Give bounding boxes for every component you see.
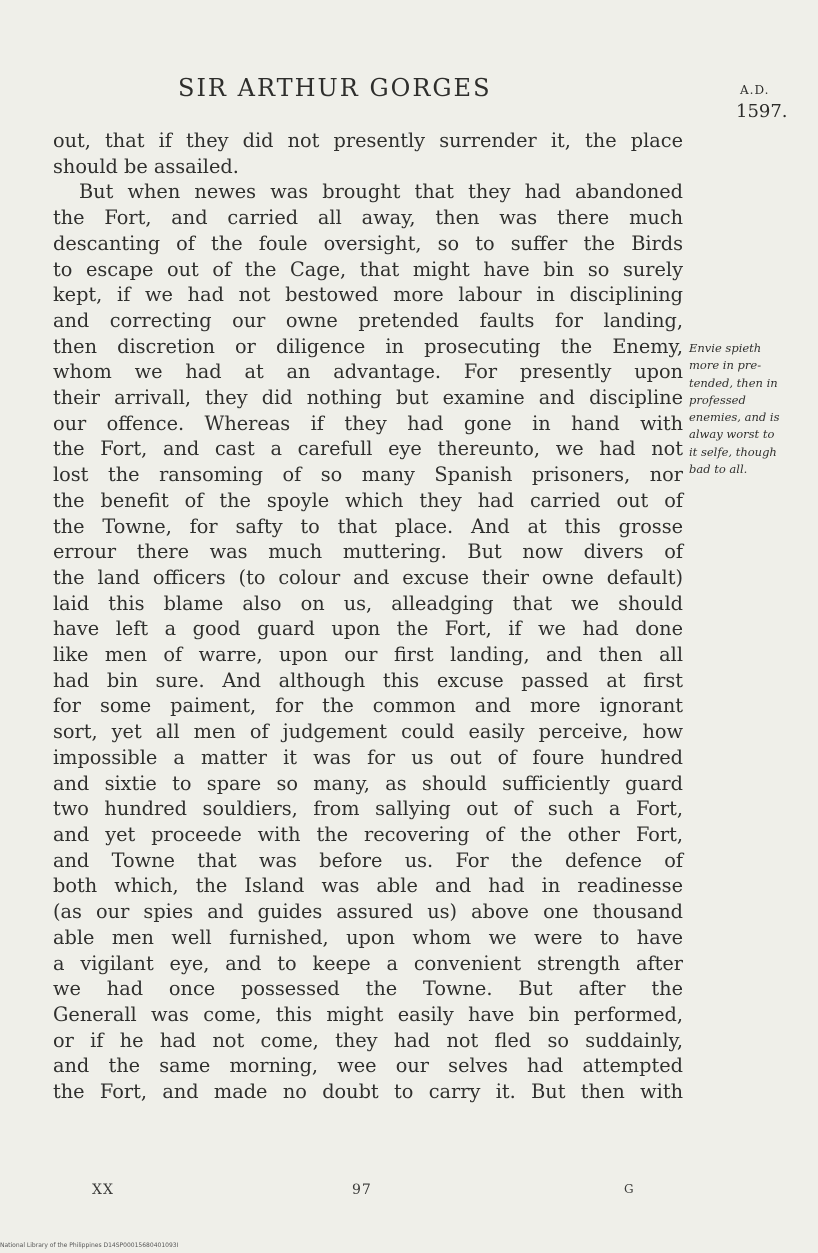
text-line: have left a good guard upon the Fort, if we had done <box>53 617 683 641</box>
text-line: the Fort, and made no doubt to carry it. But then with <box>53 1080 683 1104</box>
text-line: and the same morning, wee our selves had attempted <box>53 1054 683 1078</box>
text-line: impossible a matter it was for us out of foure hundred <box>53 745 683 769</box>
text-line: the benefit of the spoyle which they had carried out of <box>53 488 683 512</box>
text-line: errour there was much muttering. But now divers of <box>53 540 683 564</box>
date-marginalia <box>736 83 788 122</box>
body-text <box>53 128 683 1105</box>
text-line: Generall was come, this might easily have bin performed, <box>53 1002 683 1026</box>
text-line: like men of warre, upon our first landing, and then all <box>53 643 683 667</box>
text-line: both which, the Island was able and had in readinesse <box>53 874 683 898</box>
text-line: laid this blame also on us, alleadging that we should <box>53 591 683 615</box>
text-line: and sixtie to spare so many, as should sufficiently guard <box>53 771 683 795</box>
text-line: the Towne, for safty to that place. And at this grosse <box>53 514 683 538</box>
text-line: for some paiment, for the common and more ignorant <box>53 694 683 718</box>
side-note-line: bad to all. <box>689 462 748 477</box>
year-label: 1597. <box>736 101 788 122</box>
text-line: (as our spies and guides assured us) above one thousand <box>53 900 683 924</box>
text-line: we had once possessed the Towne. But after the <box>53 977 683 1001</box>
gathering-mark: G <box>624 1182 635 1196</box>
text-line: to escape out of the Cage, that might have bin so surely <box>53 257 683 281</box>
text-line: should be assailed. <box>53 154 239 178</box>
side-note-line: it selfe, though <box>689 444 777 459</box>
text-line: and yet proceede with the recovering of the other Fort, <box>53 822 683 846</box>
text-line: the Fort, and carried all away, then was there much <box>53 206 683 230</box>
text-line: lost the ransoming of so many Spanish prisoners, nor <box>53 463 683 487</box>
text-line: the Fort, and cast a carefull eye thereunto, we had not <box>53 437 683 461</box>
side-note-line: more in pre- <box>689 358 762 373</box>
scan-credit: National Library of the Philippines D14SP00015680401093I <box>0 1242 179 1249</box>
side-note-line: enemies, and is <box>689 410 780 425</box>
text-line: descanting of the foule oversight, so to suffer the Birds <box>53 231 683 255</box>
text-line: But when newes was brought that they had abandoned <box>79 180 683 204</box>
side-note-line: alway worst to <box>689 427 775 442</box>
running-title: SIR ARTHUR GORGES <box>178 74 492 102</box>
text-line: the land officers (to colour and excuse their owne default) <box>53 565 683 589</box>
text-line: kept, if we had not bestowed more labour in disciplining <box>53 283 683 307</box>
side-note <box>689 340 814 478</box>
text-line: then discretion or diligence in prosecuting the Enemy, <box>53 334 683 358</box>
side-note-line: Envie spieth <box>689 341 762 355</box>
era-label: A.D. <box>740 83 770 97</box>
text-line: our offence. Whereas if they had gone in hand with <box>53 411 683 435</box>
text-line: whom we had at an advantage. For presently upon <box>53 360 683 384</box>
side-note-line: tended, then in <box>689 375 778 390</box>
text-line: sort, yet all men of judgement could easily perceive, how <box>53 720 683 744</box>
text-line: able men well furnished, upon whom we were to have <box>53 925 683 949</box>
text-line: and Towne that was before us. For the defence of <box>53 848 683 872</box>
text-line: two hundred souldiers, from sallying out of such a Fort, <box>53 797 683 821</box>
signature-mark: XX <box>92 1182 114 1198</box>
text-line: a vigilant eye, and to keepe a convenient strength after <box>53 951 683 975</box>
text-line: out, that if they did not presently surrender it, the place <box>53 129 683 152</box>
text-line: their arrivall, they did nothing but examine and discipline <box>53 386 683 410</box>
side-note-line: professed <box>689 392 746 407</box>
text-line: and correcting our owne pretended faults for landing, <box>53 308 683 332</box>
page-number: 97 <box>352 1182 372 1198</box>
text-line: had bin sure. And although this excuse passed at first <box>53 668 683 692</box>
text-line: or if he had not come, they had not fled so suddainly, <box>53 1028 683 1052</box>
